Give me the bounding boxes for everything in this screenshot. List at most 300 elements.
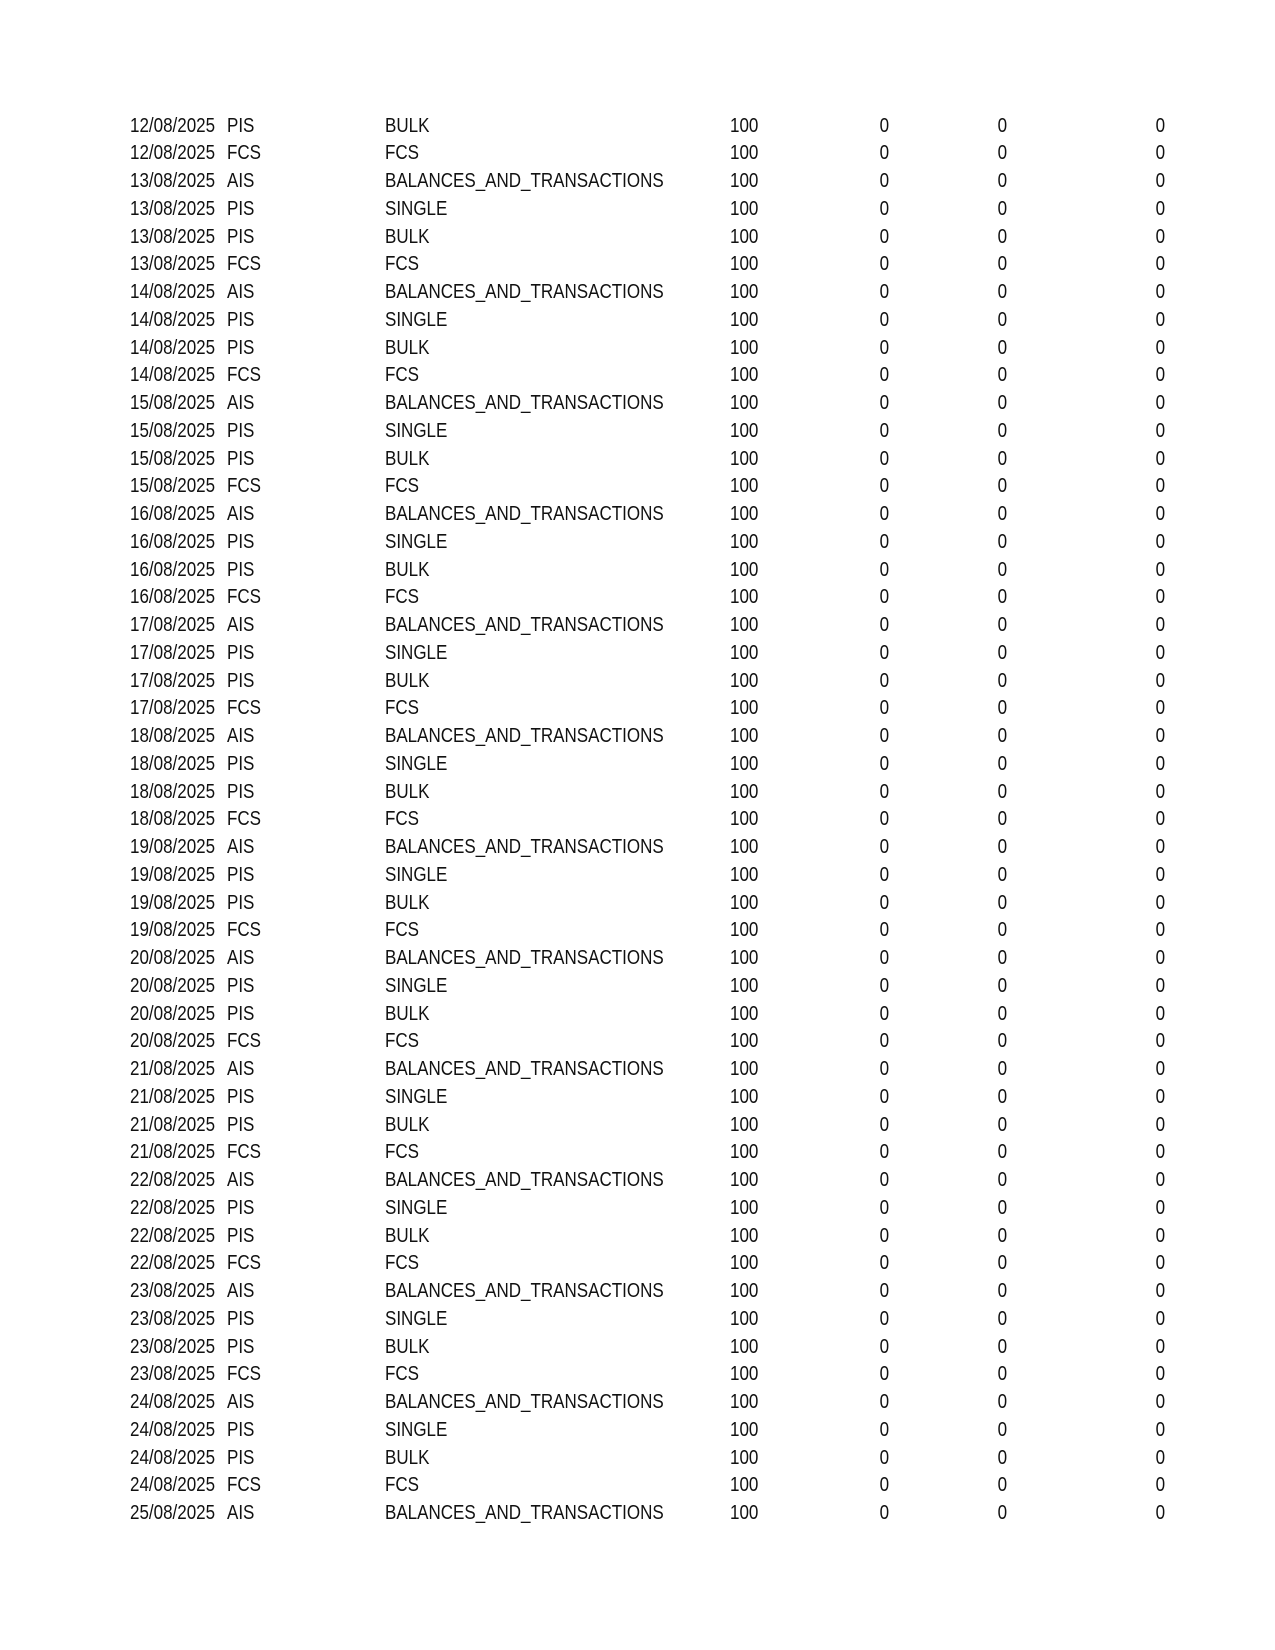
value-3-text: 0	[997, 725, 1007, 747]
value-2-cell	[758, 668, 889, 696]
consent-type-cell	[227, 695, 385, 723]
value-2-cell	[758, 1445, 889, 1473]
date-text: 24/08/2025	[130, 1418, 216, 1441]
value-2-text: 0	[879, 1169, 889, 1191]
value-1-text: 100	[729, 1196, 758, 1219]
consent-type-cell	[227, 557, 385, 585]
scope-text: FCS	[385, 253, 419, 276]
date-text: 17/08/2025	[130, 641, 216, 664]
value-2-cell	[758, 473, 889, 501]
value-3-text: 0	[997, 974, 1007, 997]
value-1-text: 100	[729, 1113, 758, 1136]
table-row	[130, 1334, 1165, 1362]
value-4-text: 0	[1155, 974, 1165, 997]
value-1-cell	[665, 1472, 758, 1500]
consent-type-cell	[227, 1278, 385, 1306]
value-4-text: 0	[1155, 780, 1165, 803]
value-1-text: 100	[729, 863, 758, 886]
table-row	[130, 1112, 1165, 1140]
value-3-text: 0	[997, 364, 1007, 387]
scope-cell	[385, 1389, 665, 1417]
scope-text: BALANCES_AND_TRANSACTIONS	[385, 1280, 664, 1302]
consent-type-text: PIS	[227, 558, 255, 581]
scope-text: BULK	[385, 225, 430, 248]
date-cell	[130, 362, 227, 390]
scope-text: SINGLE	[385, 419, 448, 442]
table-row	[130, 751, 1165, 779]
value-1-cell	[665, 362, 758, 390]
scope-text: BULK	[385, 114, 430, 137]
value-2-text: 0	[879, 142, 889, 165]
value-3-cell	[889, 1056, 1007, 1084]
table-row	[130, 279, 1165, 307]
value-3-cell	[889, 1250, 1007, 1278]
value-2-text: 0	[879, 170, 889, 192]
value-1-cell	[665, 1500, 758, 1528]
value-4-text: 0	[1155, 197, 1165, 220]
value-3-text: 0	[997, 1391, 1007, 1413]
consent-type-cell	[227, 890, 385, 918]
value-3-cell	[889, 890, 1007, 918]
scope-text: BALANCES_AND_TRANSACTIONS	[385, 836, 664, 858]
value-3-cell	[889, 1306, 1007, 1334]
value-1-cell	[665, 279, 758, 307]
date-text: 23/08/2025	[130, 1307, 216, 1330]
scope-cell	[385, 640, 665, 668]
consent-type-cell	[227, 806, 385, 834]
value-3-text: 0	[997, 863, 1007, 886]
scope-cell	[385, 1139, 665, 1167]
consent-type-text: AIS	[227, 503, 255, 525]
value-2-text: 0	[879, 891, 889, 914]
value-3-text: 0	[997, 1224, 1007, 1247]
date-cell	[130, 1445, 227, 1473]
table-row	[130, 668, 1165, 696]
value-2-cell	[758, 390, 889, 418]
table-row	[130, 1167, 1165, 1195]
value-1-text: 100	[729, 1502, 758, 1524]
table-row	[130, 418, 1165, 446]
value-3-text: 0	[997, 1141, 1007, 1164]
value-1-text: 100	[729, 947, 758, 969]
value-3-text: 0	[997, 1113, 1007, 1136]
value-4-text: 0	[1155, 336, 1165, 359]
scope-cell	[385, 473, 665, 501]
value-2-text: 0	[879, 1002, 889, 1025]
consent-type-cell	[227, 751, 385, 779]
date-cell	[130, 1306, 227, 1334]
consent-type-cell	[227, 279, 385, 307]
value-2-text: 0	[879, 1224, 889, 1247]
value-2-text: 0	[879, 281, 889, 303]
scope-text: BALANCES_AND_TRANSACTIONS	[385, 1169, 664, 1191]
consent-type-text: PIS	[227, 336, 255, 359]
consent-type-cell	[227, 307, 385, 335]
value-1-cell	[665, 917, 758, 945]
value-4-cell	[1007, 1195, 1165, 1223]
value-4-text: 0	[1155, 1085, 1165, 1108]
value-3-cell	[889, 1445, 1007, 1473]
table-row	[130, 612, 1165, 640]
scope-cell	[385, 335, 665, 363]
table-row	[130, 584, 1165, 612]
value-3-cell	[889, 279, 1007, 307]
consent-type-text: AIS	[227, 1169, 255, 1191]
value-3-text: 0	[997, 336, 1007, 359]
value-3-cell	[889, 390, 1007, 418]
value-2-text: 0	[879, 974, 889, 997]
consent-type-text: FCS	[227, 1252, 261, 1275]
date-cell	[130, 1389, 227, 1417]
value-2-text: 0	[879, 1418, 889, 1441]
value-1-cell	[665, 1112, 758, 1140]
date-cell	[130, 806, 227, 834]
value-1-cell	[665, 196, 758, 224]
table-row	[130, 1250, 1165, 1278]
date-text: 21/08/2025	[130, 1113, 216, 1136]
consent-type-cell	[227, 168, 385, 196]
date-cell	[130, 1028, 227, 1056]
value-2-text: 0	[879, 947, 889, 969]
date-cell	[130, 1278, 227, 1306]
value-1-text: 100	[729, 530, 758, 553]
scope-cell	[385, 1195, 665, 1223]
value-3-text: 0	[997, 197, 1007, 220]
value-1-text: 100	[729, 1252, 758, 1275]
date-cell	[130, 1139, 227, 1167]
consent-type-cell	[227, 723, 385, 751]
value-3-text: 0	[997, 1169, 1007, 1191]
value-2-cell	[758, 945, 889, 973]
consent-type-text: FCS	[227, 475, 261, 498]
value-3-text: 0	[997, 1335, 1007, 1358]
scope-text: FCS	[385, 808, 419, 831]
value-2-cell	[758, 1389, 889, 1417]
value-2-cell	[758, 584, 889, 612]
value-3-cell	[889, 529, 1007, 557]
value-3-text: 0	[997, 780, 1007, 803]
date-text: 22/08/2025	[130, 1252, 216, 1275]
date-text: 22/08/2025	[130, 1169, 216, 1191]
date-cell	[130, 557, 227, 585]
date-cell	[130, 1250, 227, 1278]
value-3-cell	[889, 1084, 1007, 1112]
value-2-cell	[758, 834, 889, 862]
value-4-text: 0	[1155, 836, 1165, 858]
value-3-text: 0	[997, 1307, 1007, 1330]
value-1-cell	[665, 695, 758, 723]
scope-text: FCS	[385, 1141, 419, 1164]
consent-type-cell	[227, 196, 385, 224]
table-row	[130, 640, 1165, 668]
date-cell	[130, 113, 227, 141]
date-cell	[130, 1223, 227, 1251]
value-2-text: 0	[879, 364, 889, 387]
scope-text: SINGLE	[385, 530, 448, 553]
date-text: 18/08/2025	[130, 780, 216, 803]
value-1-cell	[665, 446, 758, 474]
value-1-text: 100	[729, 725, 758, 747]
date-cell	[130, 140, 227, 168]
scope-cell	[385, 1361, 665, 1389]
value-4-cell	[1007, 529, 1165, 557]
value-1-cell	[665, 1195, 758, 1223]
value-4-cell	[1007, 612, 1165, 640]
value-4-text: 0	[1155, 530, 1165, 553]
consent-type-text: PIS	[227, 1446, 255, 1469]
value-4-cell	[1007, 251, 1165, 279]
value-3-text: 0	[997, 308, 1007, 331]
value-4-text: 0	[1155, 586, 1165, 609]
value-3-cell	[889, 140, 1007, 168]
value-2-text: 0	[879, 614, 889, 636]
value-4-cell	[1007, 1306, 1165, 1334]
value-3-cell	[889, 751, 1007, 779]
scope-cell	[385, 751, 665, 779]
value-2-text: 0	[879, 1280, 889, 1302]
value-4-text: 0	[1155, 1307, 1165, 1330]
scope-text: BULK	[385, 780, 430, 803]
value-1-text: 100	[729, 503, 758, 525]
consent-type-cell	[227, 362, 385, 390]
date-text: 14/08/2025	[130, 281, 216, 303]
scope-text: SINGLE	[385, 1085, 448, 1108]
consent-type-cell	[227, 113, 385, 141]
value-2-text: 0	[879, 1252, 889, 1275]
scope-cell	[385, 390, 665, 418]
scope-cell	[385, 1223, 665, 1251]
consent-type-text: PIS	[227, 1224, 255, 1247]
value-1-text: 100	[729, 1391, 758, 1413]
value-2-text: 0	[879, 1196, 889, 1219]
scope-text: BULK	[385, 669, 430, 692]
value-2-text: 0	[879, 475, 889, 498]
value-2-text: 0	[879, 697, 889, 720]
date-cell	[130, 779, 227, 807]
value-1-text: 100	[729, 1280, 758, 1302]
value-4-cell	[1007, 390, 1165, 418]
value-4-cell	[1007, 1389, 1165, 1417]
value-2-cell	[758, 501, 889, 529]
value-1-cell	[665, 1028, 758, 1056]
scope-cell	[385, 446, 665, 474]
scope-text: BULK	[385, 336, 430, 359]
value-3-cell	[889, 418, 1007, 446]
date-cell	[130, 612, 227, 640]
value-1-cell	[665, 1417, 758, 1445]
scope-text: BALANCES_AND_TRANSACTIONS	[385, 1058, 664, 1080]
consent-type-cell	[227, 779, 385, 807]
value-4-text: 0	[1155, 1002, 1165, 1025]
scope-cell	[385, 584, 665, 612]
consent-type-cell	[227, 917, 385, 945]
consent-type-cell	[227, 1500, 385, 1528]
value-2-cell	[758, 1028, 889, 1056]
value-2-text: 0	[879, 253, 889, 276]
value-2-text: 0	[879, 114, 889, 137]
scope-cell	[385, 945, 665, 973]
value-4-text: 0	[1155, 558, 1165, 581]
consent-type-text: FCS	[227, 919, 261, 942]
scope-text: FCS	[385, 364, 419, 387]
value-3-cell	[889, 862, 1007, 890]
table-row	[130, 1028, 1165, 1056]
consent-type-text: FCS	[227, 253, 261, 276]
date-cell	[130, 1334, 227, 1362]
value-3-cell	[889, 1500, 1007, 1528]
date-cell	[130, 390, 227, 418]
value-4-cell	[1007, 1112, 1165, 1140]
date-text: 22/08/2025	[130, 1224, 216, 1247]
value-3-cell	[889, 806, 1007, 834]
value-2-cell	[758, 1139, 889, 1167]
scope-text: FCS	[385, 475, 419, 498]
value-2-cell	[758, 779, 889, 807]
scope-cell	[385, 668, 665, 696]
date-cell	[130, 501, 227, 529]
scope-cell	[385, 917, 665, 945]
scope-cell	[385, 1028, 665, 1056]
value-4-text: 0	[1155, 1224, 1165, 1247]
table-row	[130, 1195, 1165, 1223]
value-2-text: 0	[879, 1307, 889, 1330]
consent-type-text: PIS	[227, 863, 255, 886]
date-cell	[130, 418, 227, 446]
date-text: 23/08/2025	[130, 1335, 216, 1358]
consent-type-cell	[227, 945, 385, 973]
value-3-text: 0	[997, 1030, 1007, 1053]
value-2-cell	[758, 1223, 889, 1251]
table-row	[130, 113, 1165, 141]
consent-type-cell	[227, 1389, 385, 1417]
consent-type-cell	[227, 1195, 385, 1223]
date-text: 18/08/2025	[130, 725, 216, 747]
value-4-cell	[1007, 1001, 1165, 1029]
value-2-cell	[758, 251, 889, 279]
date-text: 16/08/2025	[130, 586, 216, 609]
consent-type-text: PIS	[227, 114, 255, 137]
scope-text: BALANCES_AND_TRANSACTIONS	[385, 725, 664, 747]
table-row	[130, 473, 1165, 501]
scope-cell	[385, 362, 665, 390]
value-4-text: 0	[1155, 1446, 1165, 1469]
value-1-text: 100	[729, 1363, 758, 1386]
table-row	[130, 890, 1165, 918]
value-2-text: 0	[879, 503, 889, 525]
value-1-cell	[665, 335, 758, 363]
scope-cell	[385, 779, 665, 807]
table-row	[130, 695, 1165, 723]
value-4-cell	[1007, 917, 1165, 945]
table-row	[130, 501, 1165, 529]
date-cell	[130, 1056, 227, 1084]
date-text: 12/08/2025	[130, 114, 216, 137]
scope-cell	[385, 1334, 665, 1362]
value-1-cell	[665, 473, 758, 501]
value-2-text: 0	[879, 197, 889, 220]
value-2-cell	[758, 279, 889, 307]
value-1-cell	[665, 751, 758, 779]
table-row	[130, 1361, 1165, 1389]
value-4-text: 0	[1155, 392, 1165, 414]
value-1-cell	[665, 973, 758, 1001]
value-3-cell	[889, 224, 1007, 252]
scope-cell	[385, 1445, 665, 1473]
value-1-text: 100	[729, 586, 758, 609]
value-1-cell	[665, 1334, 758, 1362]
consent-type-text: AIS	[227, 1502, 255, 1524]
scope-text: SINGLE	[385, 641, 448, 664]
scope-text: FCS	[385, 586, 419, 609]
value-3-cell	[889, 1472, 1007, 1500]
consent-type-cell	[227, 862, 385, 890]
value-1-cell	[665, 529, 758, 557]
consent-type-cell	[227, 640, 385, 668]
consent-type-text: PIS	[227, 752, 255, 775]
value-4-cell	[1007, 224, 1165, 252]
value-4-cell	[1007, 862, 1165, 890]
consent-type-text: AIS	[227, 1391, 255, 1413]
consent-type-cell	[227, 529, 385, 557]
value-4-text: 0	[1155, 669, 1165, 692]
date-text: 19/08/2025	[130, 863, 216, 886]
value-4-cell	[1007, 1250, 1165, 1278]
date-text: 19/08/2025	[130, 836, 216, 858]
date-text: 16/08/2025	[130, 503, 216, 525]
date-cell	[130, 751, 227, 779]
scope-cell	[385, 1417, 665, 1445]
table-row	[130, 390, 1165, 418]
value-1-text: 100	[729, 364, 758, 387]
value-1-text: 100	[729, 197, 758, 220]
value-4-text: 0	[1155, 475, 1165, 498]
value-4-text: 0	[1155, 725, 1165, 747]
value-2-cell	[758, 1306, 889, 1334]
value-2-cell	[758, 168, 889, 196]
value-1-text: 100	[729, 1474, 758, 1497]
value-3-text: 0	[997, 641, 1007, 664]
value-3-text: 0	[997, 1058, 1007, 1080]
value-4-cell	[1007, 1500, 1165, 1528]
value-2-text: 0	[879, 225, 889, 248]
value-1-cell	[665, 251, 758, 279]
table-row	[130, 196, 1165, 224]
value-1-text: 100	[729, 808, 758, 831]
value-4-cell	[1007, 1334, 1165, 1362]
value-4-text: 0	[1155, 419, 1165, 442]
scope-text: BULK	[385, 1446, 430, 1469]
value-1-cell	[665, 1445, 758, 1473]
value-1-text: 100	[729, 114, 758, 137]
value-4-cell	[1007, 113, 1165, 141]
value-2-cell	[758, 1250, 889, 1278]
value-2-text: 0	[879, 669, 889, 692]
date-cell	[130, 973, 227, 1001]
value-1-cell	[665, 501, 758, 529]
value-1-text: 100	[729, 253, 758, 276]
table-row	[130, 335, 1165, 363]
date-text: 16/08/2025	[130, 530, 216, 553]
value-3-text: 0	[997, 752, 1007, 775]
value-1-text: 100	[729, 614, 758, 636]
value-4-cell	[1007, 668, 1165, 696]
value-4-cell	[1007, 751, 1165, 779]
consent-type-cell	[227, 668, 385, 696]
value-3-cell	[889, 307, 1007, 335]
value-4-cell	[1007, 279, 1165, 307]
value-3-text: 0	[997, 114, 1007, 137]
value-4-text: 0	[1155, 225, 1165, 248]
